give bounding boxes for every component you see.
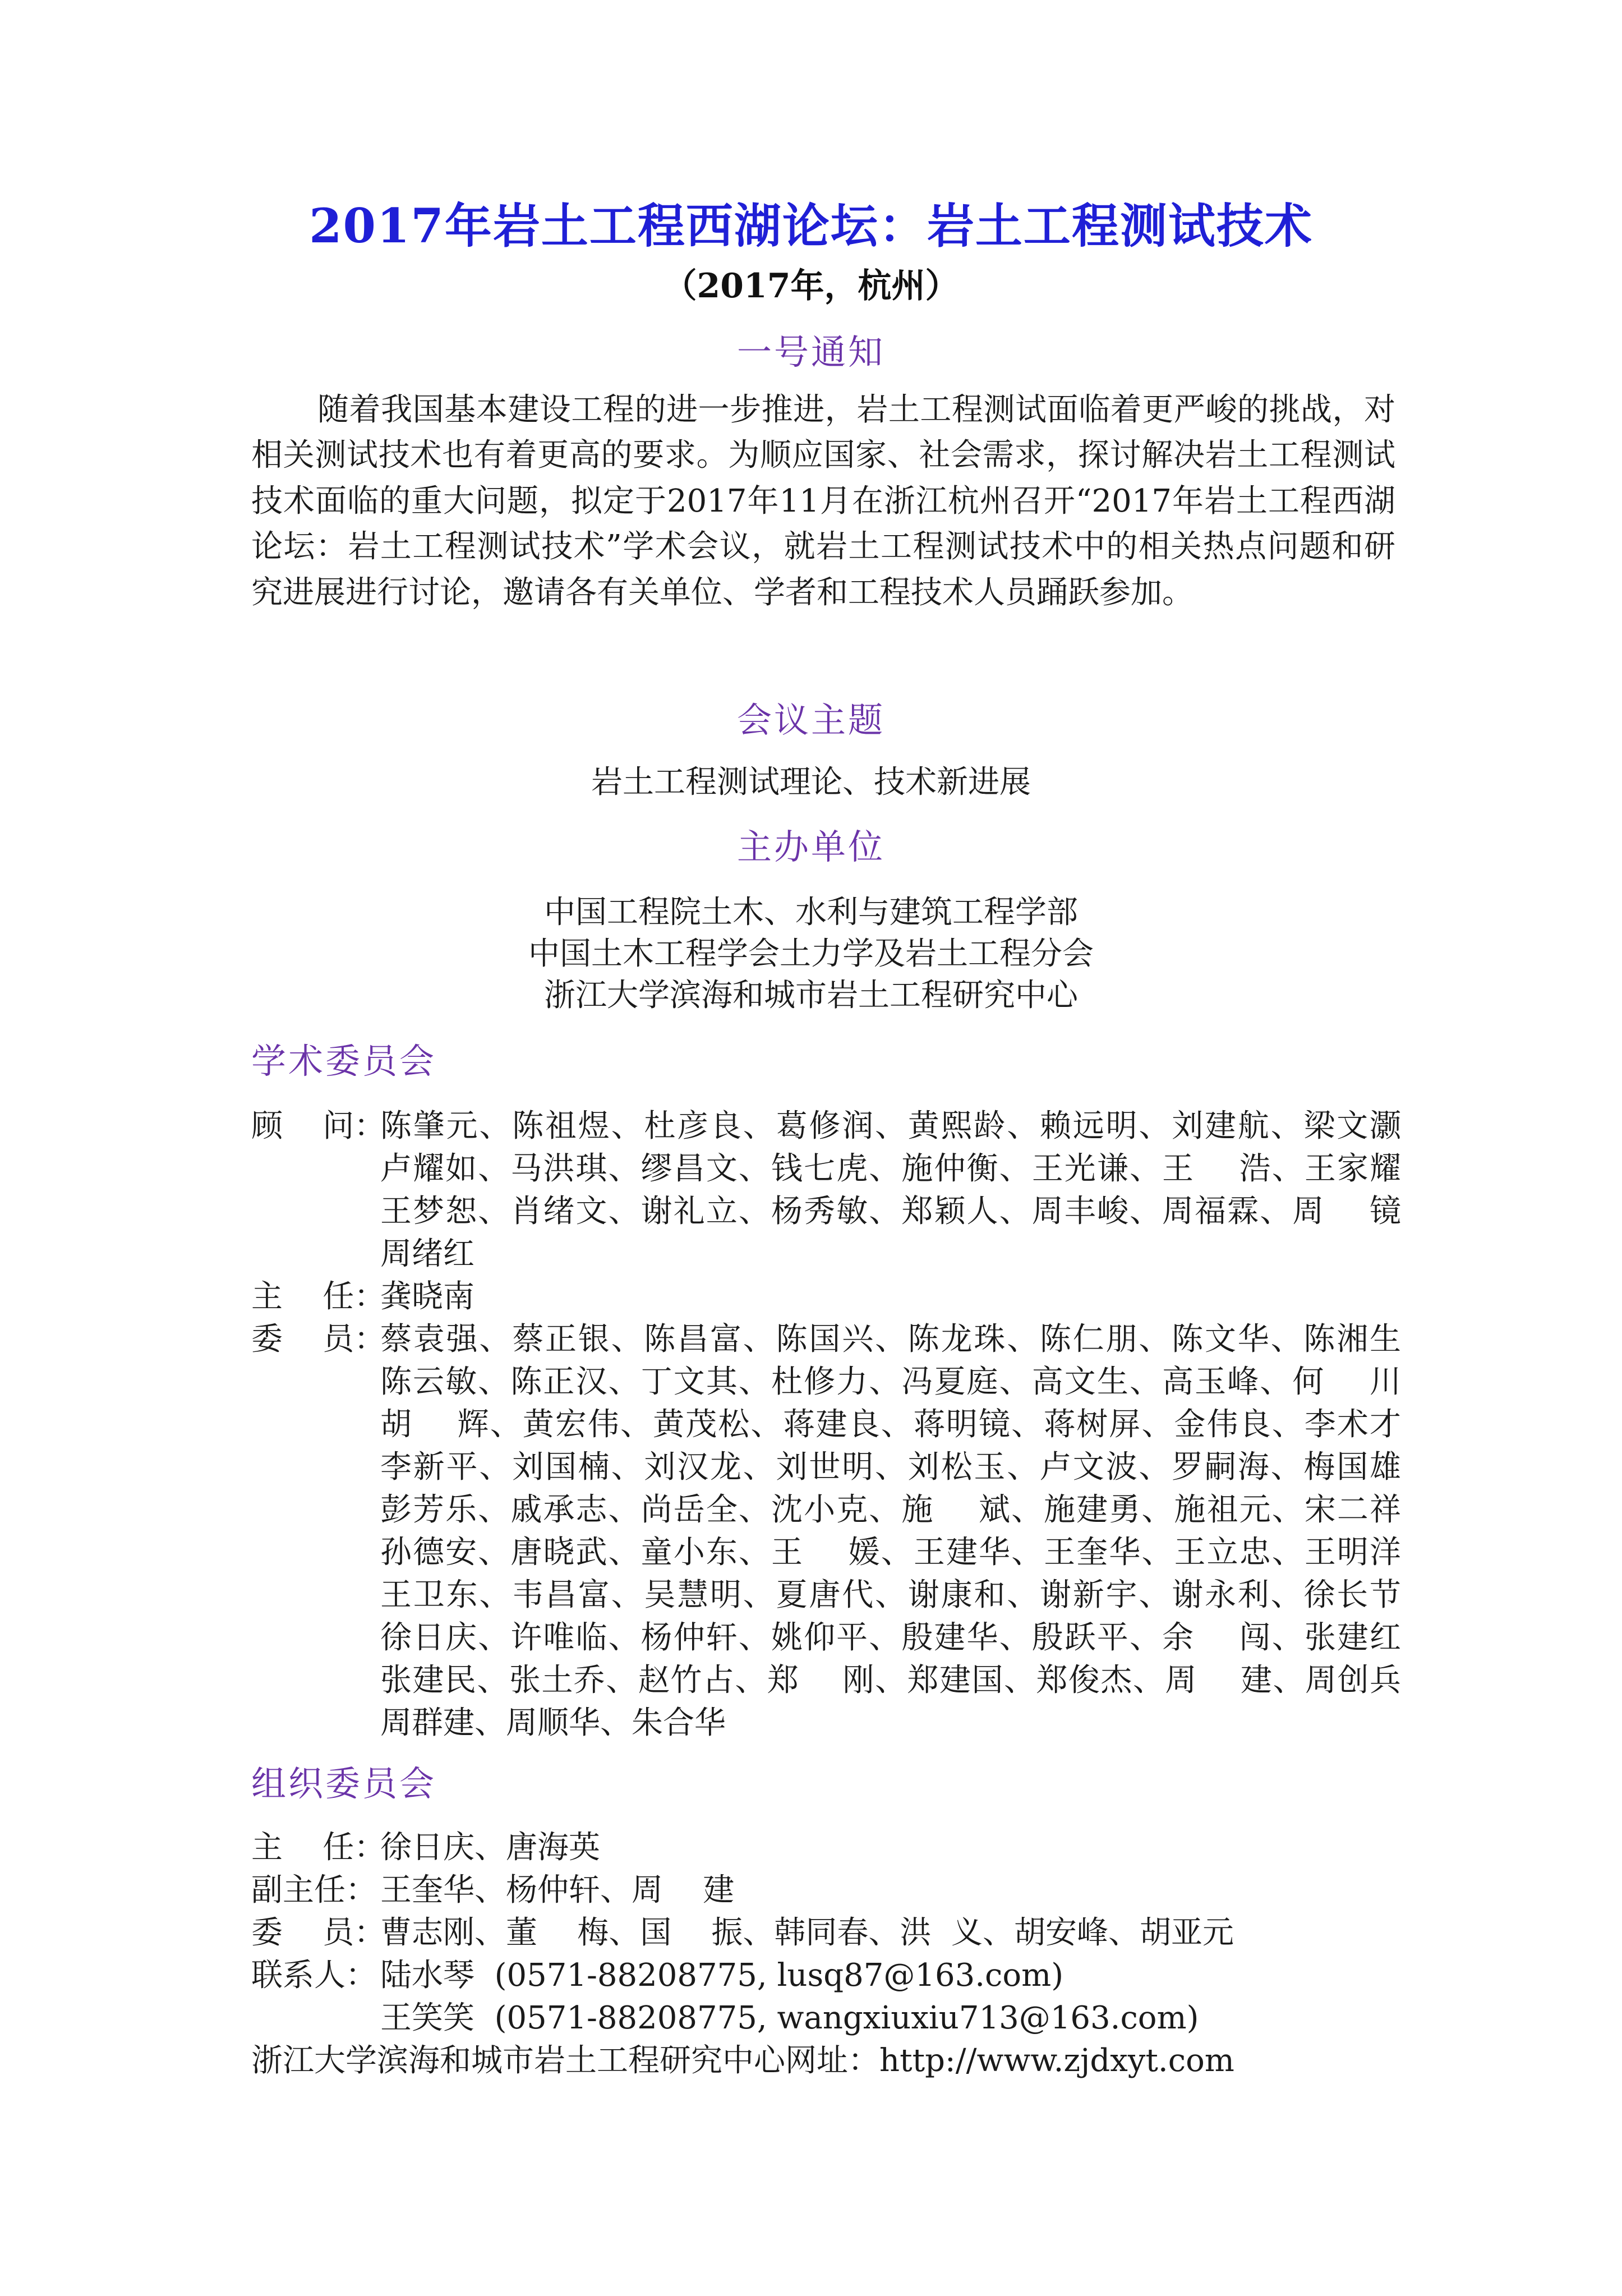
members-line: 陈云敏、陈正汉、丁文其、杜修力、冯夏庭、高文生、高玉峰、何 川: [380, 1364, 1401, 1400]
theme-text: 岩土工程测试理论、技术新进展: [591, 764, 1031, 800]
organizers-list: [0, 892, 1622, 1016]
members-line: 徐日庆、许唯临、杨仲轩、姚仰平、殷建华、殷跃平、余 闯、张建红: [380, 1619, 1401, 1656]
members-row: [251, 1531, 1401, 1574]
organizing-committee-heading: 组织委员会: [251, 1763, 437, 1804]
academic-committee-heading: 学术委员会: [251, 1041, 437, 1082]
intro-paragraph: [251, 387, 1395, 615]
members-line: 胡 辉、黄宏伟、黄茂松、蒋建良、蒋明镜、蒋树屏、金伟良、李术才: [380, 1406, 1401, 1443]
members-row: [251, 1404, 1401, 1446]
members-row: [251, 1361, 1401, 1404]
members-row: [251, 1702, 1401, 1745]
chair-label: 主 任：: [251, 1278, 386, 1315]
document-subtitle: （2017年，杭州）: [663, 266, 959, 306]
notice-heading: 一号通知: [736, 332, 885, 372]
organizing-vice-chair-row: [251, 1869, 1401, 1912]
advisors-row: [251, 1190, 1401, 1233]
advisors-line: 王梦恕、肖绪文、谢礼立、杨秀敏、郑颖人、周丰峻、周福霖、周 镜: [380, 1193, 1401, 1230]
organizer-line: 浙江大学滨海和城市岩土工程研究中心: [544, 977, 1078, 1014]
contact-row: [251, 1954, 1401, 1997]
theme-heading: 会议主题: [736, 700, 885, 740]
advisors-line: 周绪红: [380, 1236, 474, 1272]
intro-text: 随着我国基本建设工程的进一步推进，岩土工程测试面临着更严峻的挑战，对相关测试技术也有着更高的要求。为顺应国家、社会需求，探讨解决岩土工程测试技术面临的重大问题，拟定于2017年11月在浙江杭州召开“2017年岩土工程西湖论坛：岩土工程测试技术”学术会议，就岩土工程测试技术中的相关热点问题和研究进展进行讨论，邀请各有关单位、学者和工程技术人员踊跃参加。: [251, 392, 1395, 611]
members-line: 周群建、周顺华、朱合华: [380, 1705, 726, 1741]
contact-person: 陆水琴 (0571-88208775, lusq87@163.com): [380, 1957, 1064, 1994]
organizing-members-row: [251, 1912, 1401, 1954]
members-row: [251, 1489, 1401, 1531]
members-line: 张建民、张土乔、赵竹占、郑 刚、郑建国、郑俊杰、周 建、周创兵: [380, 1662, 1401, 1699]
members-line: 李新平、刘国楠、刘汉龙、刘世明、刘松玉、卢文波、罗嗣海、梅国雄: [380, 1449, 1401, 1485]
members-line: 王卫东、韦昌富、吴慧明、夏唐代、谢康和、谢新宇、谢永利、徐长节: [380, 1577, 1401, 1613]
members-names: 曹志刚、董 梅、国 振、韩同春、洪 义、胡安峰、胡亚元: [380, 1915, 1234, 1951]
members-row: [251, 1574, 1401, 1617]
members-line: 蔡袁强、蔡正银、陈昌富、陈国兴、陈龙珠、陈仁朋、陈文华、陈湘生: [380, 1321, 1401, 1358]
members-line: 彭芳乐、戚承志、尚岳全、沈小克、施 斌、施建勇、施祖元、宋二祥: [380, 1492, 1401, 1528]
advisors-line: 陈肇元、陈祖煜、杜彦良、葛修润、黄熙龄、赖远明、刘建航、梁文灏: [380, 1108, 1401, 1144]
members-label: 委 员：: [251, 1321, 386, 1358]
vice-chair-names: 王奎华、杨仲轩、周 建: [380, 1872, 735, 1908]
academic-chair-row: [251, 1276, 1401, 1318]
contact-person: 王笑笑 (0571-88208775, wangxiuxiu713@163.com): [380, 2000, 1199, 2036]
advisors-row: [251, 1148, 1401, 1190]
organizers-heading: 主办单位: [736, 826, 885, 867]
advisors-row: [251, 1105, 1401, 1148]
website-line: 浙江大学滨海和城市岩土工程研究中心网址：http://www.zjdxyt.com: [251, 2042, 1234, 2079]
organizer-line: 中国土木工程学会土力学及岩土工程分会: [528, 936, 1094, 972]
theme-text-block: [0, 762, 1622, 803]
advisors-label: 顾 问：: [251, 1108, 386, 1144]
organizer-line: 中国工程院土木、水利与建筑工程学部: [544, 894, 1078, 931]
advisors-row: [251, 1233, 1401, 1276]
chair-name: 龚晓南: [380, 1278, 474, 1315]
members-row: [251, 1446, 1401, 1489]
members-row: [251, 1617, 1401, 1659]
members-row: [251, 1659, 1401, 1702]
members-line: 孙德安、唐晓武、童小东、王 媛、王建华、王奎华、王立忠、王明洋: [380, 1534, 1401, 1571]
organizing-chair-row: [251, 1826, 1401, 1869]
contact-label: 联系人：: [251, 1957, 377, 1994]
document-title: 2017年岩土工程西湖论坛：岩土工程测试技术: [309, 198, 1313, 254]
chair-label: 主 任：: [251, 1829, 386, 1866]
chair-names: 徐日庆、唐海英: [380, 1829, 600, 1866]
advisors-line: 卢耀如、马洪琪、缪昌文、钱七虎、施仲衡、王光谦、王 浩、王家耀: [380, 1151, 1401, 1187]
members-label: 委 员：: [251, 1915, 386, 1951]
contact-row: [251, 1997, 1401, 2040]
vice-chair-label: 副主任：: [251, 1872, 377, 1908]
members-row: [251, 1318, 1401, 1361]
